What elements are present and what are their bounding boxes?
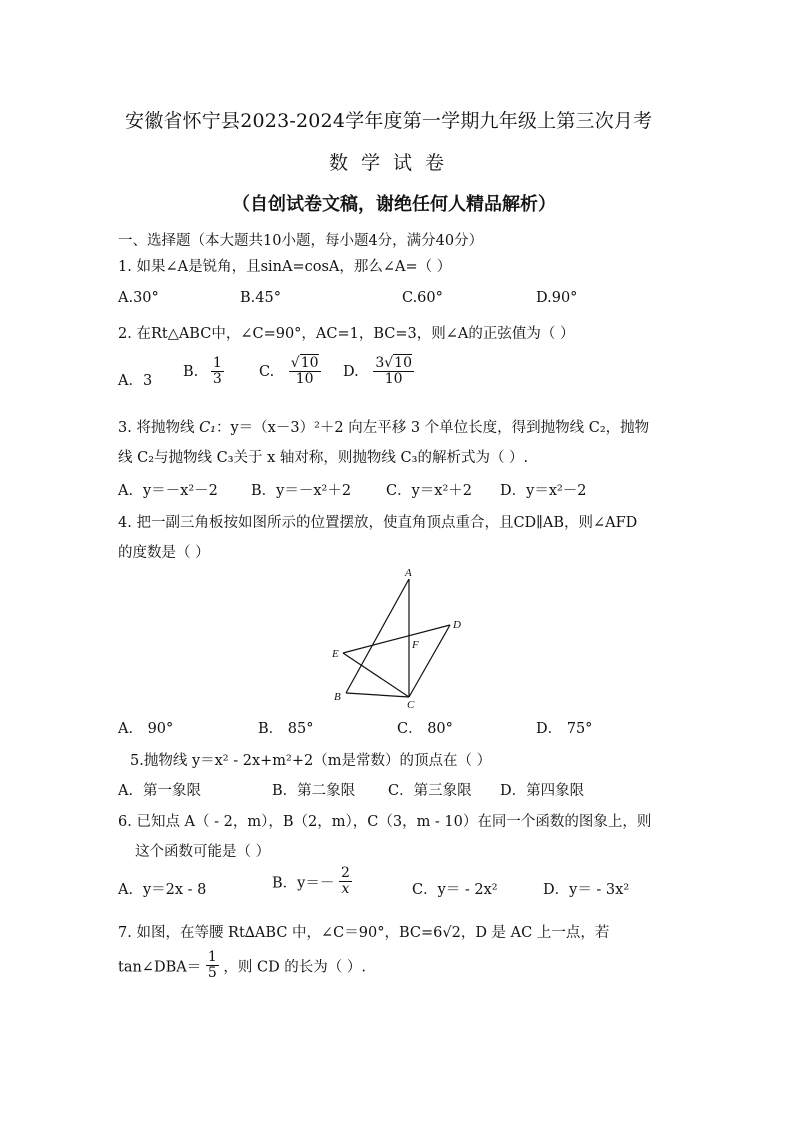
triangle-figure [320, 565, 470, 710]
fraction-denominator: x [341, 881, 350, 898]
q2-option-b-label: B. [183, 363, 199, 380]
fraction-numerator: 3√10 [375, 355, 412, 371]
q2-option-b-fraction [211, 356, 224, 388]
question-3-line-2: 线 C₂与抛物线 C₃关于 x 轴对称，则抛物线 C₃的解析式为（ ）. [118, 450, 529, 466]
question-4-line-1: 4. 把一副三角板按如图所示的位置摆放，使直角顶点重合，且CD∥AB，则∠AFD [118, 515, 638, 531]
question-7-line-1: 7. 如图，在等腰 Rt∆ABC 中，∠C＝90°，BC=6√2，D 是 AC 上一点，若 [118, 925, 610, 941]
q2-option-c-fraction [289, 356, 321, 388]
label-a: A [405, 567, 412, 579]
label-b: B [334, 691, 341, 703]
q2-option-a[interactable]: A．3 [118, 373, 153, 389]
fraction-numerator: 1 [212, 355, 222, 371]
question-1-text: 1. 如果∠A是锐角，且sinA=cosA，那么∠A=（ ） [118, 259, 452, 275]
q2-option-d-fraction [373, 356, 414, 388]
question-5-text: 5.抛物线 y＝x² - 2x+m²+2（m是常数）的顶点在（ ） [130, 753, 492, 769]
segment-ec [343, 653, 409, 697]
q5-option-b[interactable]: B．第二象限 [272, 783, 356, 799]
exam-subtitle: 数学试卷 [329, 152, 458, 174]
q6-option-d[interactable]: D．y＝ - 3x² [543, 882, 630, 898]
question-6-line-2: 这个函数可能是（ ） [135, 844, 271, 860]
fraction-denominator: 10 [295, 371, 314, 388]
q5-option-d[interactable]: D．第四象限 [500, 783, 585, 799]
segment-bc [346, 693, 409, 697]
q6-option-a[interactable]: A．y＝2x - 8 [118, 882, 207, 898]
q4-option-a[interactable]: A． 90° [118, 721, 174, 737]
q7-fraction [206, 950, 219, 982]
q2-option-c[interactable] [259, 356, 321, 388]
q1-option-a[interactable]: A.30° [118, 290, 159, 306]
q6-option-c[interactable]: C．y＝ - 2x² [412, 882, 498, 898]
exam-title: 安徽省怀宁县2023-2024学年度第一学期九年级上第三次月考 [125, 110, 653, 132]
q4-option-d[interactable]: D． 75° [536, 721, 593, 737]
label-c: C [407, 699, 415, 710]
q6-option-b-label: B．y＝－ [272, 875, 335, 892]
fraction-numerator: √10 [290, 355, 319, 371]
q3-option-c[interactable]: C．y＝x²＋2 [386, 483, 473, 499]
q5-option-c[interactable]: C．第三象限 [388, 783, 472, 799]
question-4-line-2: 的度数是（ ） [118, 545, 210, 561]
segment-ed [343, 625, 450, 653]
q2-option-d-label: D. [343, 363, 359, 380]
fraction-denominator: 3 [212, 371, 222, 388]
q2-option-b[interactable] [183, 356, 224, 388]
question-2-text: 2. 在Rt△ABC中，∠C=90°，AC=1，BC=3，则∠A的正弦值为（ ） [118, 326, 575, 342]
q2-option-d[interactable] [343, 356, 414, 388]
q3-option-d[interactable]: D．y＝x²－2 [500, 483, 587, 499]
label-e: E [332, 648, 339, 660]
q1-option-c[interactable]: C.60° [402, 290, 443, 306]
question-6-line-1: 6. 已知点 A（ - 2，m），B（2，m），C（3，m - 10）在同一个函数的图象上，则 [118, 814, 652, 830]
label-d: D [453, 619, 461, 631]
q3-option-a[interactable]: A．y＝－x²－2 [118, 483, 218, 499]
label-f: F [412, 639, 419, 651]
q5-option-a[interactable]: A．第一象限 [118, 783, 201, 799]
q6-option-b-fraction [339, 866, 352, 898]
q1-option-b[interactable]: B.45° [240, 290, 281, 306]
q4-option-b[interactable]: B． 85° [258, 721, 314, 737]
q4-option-c[interactable]: C． 80° [397, 721, 453, 737]
fraction-denominator: 10 [384, 371, 403, 388]
segment-dc [409, 625, 450, 697]
fraction-numerator: 2 [340, 865, 350, 881]
fraction-denominator: 5 [207, 965, 217, 982]
section-heading: 一、选择题（本大题共10小题，每小题4分，满分40分） [118, 233, 484, 249]
q2-option-c-label: C. [259, 363, 275, 380]
q1-option-d[interactable]: D.90° [536, 290, 578, 306]
q6-option-b[interactable] [272, 866, 352, 898]
question-7-line-2: tan∠DBA＝ $\frac{1}{5}$ ，则 CD 的长为（ ）. [118, 949, 367, 982]
fraction-numerator: 1 [207, 949, 217, 965]
q3-option-b[interactable]: B．y＝－x²＋2 [251, 483, 352, 499]
exam-note: （自创试卷文稿，谢绝任何人精品解析） [232, 194, 556, 215]
question-3-line-1: 3. 将抛物线 C₁：y＝（x－3）²＋2 向左平移 3 个单位长度，得到抛物线 C₂，抛物 [118, 420, 650, 436]
